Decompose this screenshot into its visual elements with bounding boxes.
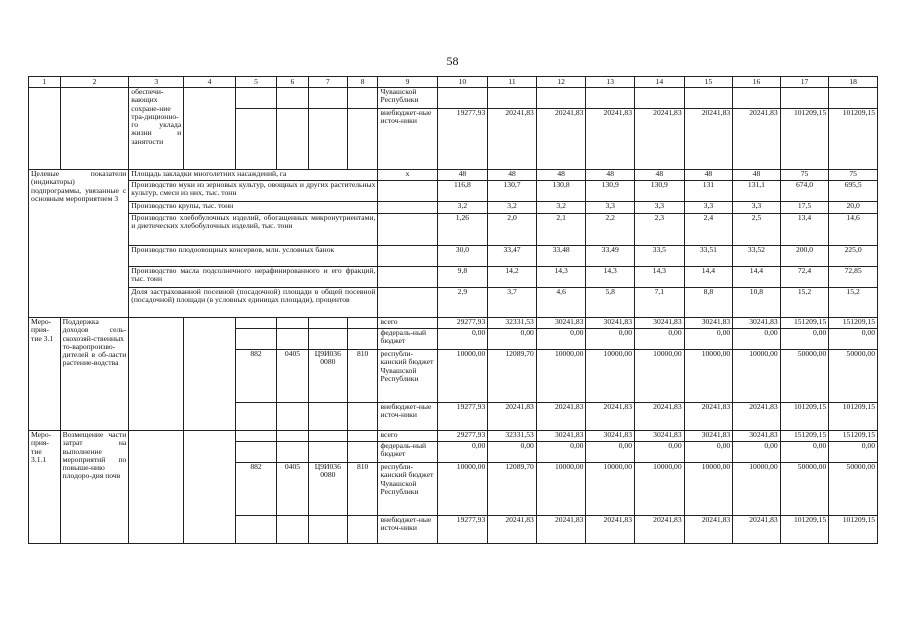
- budget-code: [235, 403, 276, 431]
- value-cell: 48: [536, 170, 586, 181]
- budget-code: Ц9И036 0080: [308, 463, 347, 516]
- budget-code: [235, 329, 276, 350]
- value-cell: 20241,83: [586, 516, 635, 544]
- value-cell: 20241,83: [586, 403, 635, 431]
- budget-code: [308, 431, 347, 442]
- value-cell: 50000,00: [829, 463, 878, 516]
- value-cell: 33,47: [488, 246, 537, 267]
- value-cell: 30241,83: [684, 318, 733, 329]
- measure-number: Меро-прия-тие 3.1.1: [29, 431, 61, 544]
- table-row: [29, 318, 878, 329]
- value-cell: 0,00: [635, 442, 685, 463]
- value-cell: 3,2: [437, 202, 488, 214]
- budget-code: [277, 516, 309, 544]
- budget-code: 0405: [277, 350, 309, 403]
- column-number: 6: [277, 77, 309, 88]
- value-cell: 3,3: [684, 202, 733, 214]
- indicators-label: Целевые показатели (индикаторы) подпрограммы, увязанные с основным мероприятием 3: [29, 170, 129, 318]
- indicator-name: Производство масла подсолнечного нерафинированного и его фракций, тыс. тонн: [129, 267, 378, 288]
- empty-cell: [129, 318, 184, 431]
- empty-cell: [347, 109, 378, 170]
- empty-cell: [235, 88, 276, 109]
- column-number: 4: [184, 77, 236, 88]
- budget-code: [347, 516, 378, 544]
- value-cell: 101209,15: [829, 109, 878, 170]
- value-cell: 20241,83: [684, 403, 733, 431]
- value-cell: 72,4: [780, 267, 829, 288]
- value-cell: 101209,15: [780, 516, 829, 544]
- value-cell: 10000,00: [536, 350, 586, 403]
- column-number: 11: [488, 77, 537, 88]
- value-cell: 4,6: [536, 288, 586, 318]
- value-cell: 0,00: [437, 329, 488, 350]
- value-cell: 2,9: [437, 288, 488, 318]
- value-cell: 48: [684, 170, 733, 181]
- value-cell: 151209,15: [780, 318, 829, 329]
- value-cell: 10000,00: [635, 350, 685, 403]
- indicator-name: Доля застрахованной посевной (посадочной) площади в общей посевной (посадочной) площади (в условных единицах площади), процентов: [129, 288, 378, 318]
- budget-code: [277, 329, 309, 350]
- budget-code: [347, 442, 378, 463]
- funding-source: внебюджет-ные источ-ники: [378, 516, 437, 544]
- empty-cell: [277, 109, 309, 170]
- value-cell: 3,7: [488, 288, 537, 318]
- column-number: 3: [129, 77, 184, 88]
- measure-number: Меро-прия-тие 3.1: [29, 318, 61, 431]
- budget-code: [347, 318, 378, 329]
- value-cell: 30241,83: [733, 318, 781, 329]
- budget-code: [308, 516, 347, 544]
- value-cell: 3,3: [635, 202, 685, 214]
- value-cell: 1,26: [437, 214, 488, 246]
- indicator-row: [29, 267, 878, 288]
- value-cell: 3,3: [733, 202, 781, 214]
- value-cell: 19277,93: [437, 109, 488, 170]
- funding-source: внебюджет-ные источ-ники: [378, 403, 437, 431]
- value-cell: 116,8: [437, 181, 488, 202]
- column-number: 15: [684, 77, 733, 88]
- value-cell: 0,00: [684, 329, 733, 350]
- value-cell: 131: [684, 181, 733, 202]
- value-cell: 50000,00: [780, 463, 829, 516]
- budget-code: [277, 431, 309, 442]
- value-cell: 151209,15: [780, 431, 829, 442]
- value-cell: 14,3: [536, 267, 586, 288]
- indicator-unit-marker: [378, 267, 437, 288]
- value-cell: 30241,83: [586, 431, 635, 442]
- value-cell: 19277,93: [437, 403, 488, 431]
- table-row: [29, 88, 878, 109]
- value-cell: 20241,83: [733, 516, 781, 544]
- budget-code: [277, 442, 309, 463]
- value-cell: 20241,83: [684, 516, 733, 544]
- budget-code: [308, 442, 347, 463]
- value-cell: 14,3: [635, 267, 685, 288]
- value-cell: 30241,83: [733, 431, 781, 442]
- value-cell: 0,00: [780, 329, 829, 350]
- value-cell: [780, 88, 829, 109]
- value-cell: 10000,00: [684, 463, 733, 516]
- value-cell: 12089,70: [488, 350, 537, 403]
- value-cell: 3,2: [536, 202, 586, 214]
- column-number: 2: [60, 77, 129, 88]
- value-cell: 0,00: [829, 442, 878, 463]
- funding-source: республи-канский бюджет Чувашской Республики: [378, 463, 437, 516]
- value-cell: 695,5: [829, 181, 878, 202]
- value-cell: 19277,93: [437, 516, 488, 544]
- value-cell: 5,8: [586, 288, 635, 318]
- budget-code: [308, 329, 347, 350]
- table-row: [29, 431, 878, 442]
- value-cell: 15,2: [829, 288, 878, 318]
- indicator-name: Площадь закладки многолетних насаждений, га: [129, 170, 378, 181]
- value-cell: 33,48: [536, 246, 586, 267]
- value-cell: 14,6: [829, 214, 878, 246]
- value-cell: 130,7: [488, 181, 537, 202]
- budget-code: 810: [347, 463, 378, 516]
- budget-code: 810: [347, 350, 378, 403]
- value-cell: 0,00: [780, 442, 829, 463]
- value-cell: [684, 88, 733, 109]
- empty-cell: [184, 318, 236, 431]
- budget-code: [235, 431, 276, 442]
- value-cell: 30241,83: [635, 431, 685, 442]
- value-cell: 30,0: [437, 246, 488, 267]
- value-cell: 0,00: [488, 329, 537, 350]
- value-cell: 75: [829, 170, 878, 181]
- value-cell: 225,0: [829, 246, 878, 267]
- value-cell: 48: [733, 170, 781, 181]
- value-cell: 48: [488, 170, 537, 181]
- value-cell: 20241,83: [536, 109, 586, 170]
- column-number: 18: [829, 77, 878, 88]
- value-cell: 14,3: [586, 267, 635, 288]
- column-number: 10: [437, 77, 488, 88]
- value-cell: 10000,00: [733, 350, 781, 403]
- budget-code: [308, 403, 347, 431]
- budget-code: [235, 442, 276, 463]
- value-cell: 15,2: [780, 288, 829, 318]
- funding-source: внебюджет-ные источ-ники: [378, 109, 437, 170]
- funding-source: всего: [378, 431, 437, 442]
- funding-source: Чувашской Республики: [378, 88, 437, 109]
- measure-description: обеспечи-вающих сохране-ние тра-диционно-го уклада жизни и занятости: [129, 88, 184, 170]
- budget-code: [235, 318, 276, 329]
- budget-code: [235, 516, 276, 544]
- value-cell: 2,5: [733, 214, 781, 246]
- value-cell: 30241,83: [536, 431, 586, 442]
- value-cell: 75: [780, 170, 829, 181]
- budget-code: [308, 318, 347, 329]
- value-cell: 101209,15: [829, 403, 878, 431]
- value-cell: 0,00: [829, 329, 878, 350]
- budget-code: 0405: [277, 463, 309, 516]
- indicator-row: [29, 214, 878, 246]
- value-cell: 3,3: [586, 202, 635, 214]
- indicator-unit-marker: [378, 214, 437, 246]
- value-cell: 20241,83: [733, 403, 781, 431]
- column-number: 16: [733, 77, 781, 88]
- header-row: [29, 77, 878, 88]
- value-cell: 130,9: [586, 181, 635, 202]
- value-cell: 130,8: [536, 181, 586, 202]
- value-cell: 0,00: [437, 442, 488, 463]
- funding-source: федераль-ный бюджет: [378, 442, 437, 463]
- indicator-unit-marker: [378, 181, 437, 202]
- value-cell: 12089,70: [488, 463, 537, 516]
- value-cell: 151209,15: [829, 318, 878, 329]
- value-cell: 3,2: [488, 202, 537, 214]
- value-cell: 2,0: [488, 214, 537, 246]
- value-cell: 29277,93: [437, 431, 488, 442]
- empty-cell: [184, 88, 236, 170]
- value-cell: 48: [635, 170, 685, 181]
- value-cell: 29277,93: [437, 318, 488, 329]
- indicator-unit-marker: х: [378, 170, 437, 181]
- budget-code: [347, 431, 378, 442]
- value-cell: 20241,83: [684, 109, 733, 170]
- value-cell: 20241,83: [586, 109, 635, 170]
- value-cell: 20241,83: [488, 109, 537, 170]
- value-cell: 10000,00: [536, 463, 586, 516]
- value-cell: 8,8: [684, 288, 733, 318]
- indicator-row: [29, 181, 878, 202]
- column-number: 9: [378, 77, 437, 88]
- value-cell: 32331,53: [488, 431, 537, 442]
- value-cell: 101209,15: [780, 403, 829, 431]
- value-cell: 30241,83: [536, 318, 586, 329]
- value-cell: 101209,15: [780, 109, 829, 170]
- indicator-unit-marker: [378, 202, 437, 214]
- value-cell: 20241,83: [536, 516, 586, 544]
- value-cell: 101209,15: [829, 516, 878, 544]
- value-cell: 200,0: [780, 246, 829, 267]
- empty-cell: [29, 88, 61, 170]
- indicator-name: Производство плодоовощных консервов, млн. условных банок: [129, 246, 378, 267]
- value-cell: 33,49: [586, 246, 635, 267]
- value-cell: 0,00: [635, 329, 685, 350]
- value-cell: 33,5: [635, 246, 685, 267]
- page-number: 58: [446, 54, 459, 68]
- empty-cell: [308, 109, 347, 170]
- column-number: 5: [235, 77, 276, 88]
- value-cell: 50000,00: [829, 350, 878, 403]
- program-table: [28, 76, 878, 544]
- value-cell: 20241,83: [488, 403, 537, 431]
- value-cell: 2,4: [684, 214, 733, 246]
- indicator-name: Производство муки из зерновых культур, овощных и других растительных культур, смеси из них, тыс. тонн: [129, 181, 378, 202]
- value-cell: 20,0: [829, 202, 878, 214]
- value-cell: 2,3: [635, 214, 685, 246]
- budget-code: [277, 318, 309, 329]
- column-number: 13: [586, 77, 635, 88]
- empty-cell: [60, 88, 129, 170]
- value-cell: 0,00: [488, 442, 537, 463]
- column-number: 17: [780, 77, 829, 88]
- value-cell: 30241,83: [586, 318, 635, 329]
- funding-source: республи-канский бюджет Чувашской Республики: [378, 350, 437, 403]
- value-cell: 33,52: [733, 246, 781, 267]
- value-cell: 0,00: [733, 329, 781, 350]
- value-cell: 20241,83: [635, 516, 685, 544]
- value-cell: 33,51: [684, 246, 733, 267]
- value-cell: 10000,00: [684, 350, 733, 403]
- budget-code: 882: [235, 463, 276, 516]
- value-cell: 10000,00: [437, 350, 488, 403]
- value-cell: 131,1: [733, 181, 781, 202]
- value-cell: 48: [586, 170, 635, 181]
- budget-code: 882: [235, 350, 276, 403]
- budget-code: [347, 403, 378, 431]
- value-cell: 30241,83: [635, 318, 685, 329]
- value-cell: 0,00: [536, 329, 586, 350]
- indicator-row: [29, 246, 878, 267]
- empty-cell: [308, 88, 347, 109]
- indicator-unit-marker: [378, 246, 437, 267]
- value-cell: 17,5: [780, 202, 829, 214]
- value-cell: [733, 88, 781, 109]
- value-cell: 0,00: [684, 442, 733, 463]
- indicator-row: [29, 202, 878, 214]
- value-cell: 10000,00: [586, 350, 635, 403]
- value-cell: 130,9: [635, 181, 685, 202]
- column-number: 12: [536, 77, 586, 88]
- budget-code: Ц9И036 0080: [308, 350, 347, 403]
- value-cell: 20241,83: [488, 516, 537, 544]
- value-cell: 9,8: [437, 267, 488, 288]
- indicator-name: Производство хлебобулочных изделий, обогащенных микронутриентами, и диетических хлебобулочных изделий, тыс. тонн: [129, 214, 378, 246]
- funding-source: федераль-ный бюджет: [378, 329, 437, 350]
- value-cell: 0,00: [733, 442, 781, 463]
- value-cell: 20241,83: [733, 109, 781, 170]
- value-cell: 10,8: [733, 288, 781, 318]
- empty-cell: [277, 88, 309, 109]
- value-cell: 20241,83: [536, 403, 586, 431]
- value-cell: 7,1: [635, 288, 685, 318]
- funding-source: всего: [378, 318, 437, 329]
- value-cell: 2,1: [536, 214, 586, 246]
- value-cell: 14,2: [488, 267, 537, 288]
- column-number: 7: [308, 77, 347, 88]
- value-cell: [437, 88, 488, 109]
- value-cell: [586, 88, 635, 109]
- value-cell: 32331,53: [488, 318, 537, 329]
- column-number: 14: [635, 77, 685, 88]
- empty-cell: [347, 88, 378, 109]
- value-cell: [635, 88, 685, 109]
- value-cell: 48: [437, 170, 488, 181]
- value-cell: 10000,00: [437, 463, 488, 516]
- empty-cell: [235, 109, 276, 170]
- value-cell: 30241,83: [684, 431, 733, 442]
- value-cell: [829, 88, 878, 109]
- value-cell: 0,00: [586, 442, 635, 463]
- column-number: 1: [29, 77, 61, 88]
- value-cell: 13,4: [780, 214, 829, 246]
- empty-cell: [184, 431, 236, 544]
- measure-description: Поддержка доходов сель-скохозяй-ственных то-варопроизво-дителей в об-ласти растение-водства: [60, 318, 129, 431]
- value-cell: 10000,00: [635, 463, 685, 516]
- value-cell: [536, 88, 586, 109]
- value-cell: 2,2: [586, 214, 635, 246]
- measure-description: Возмещение части затрат на выполнение мероприятий по повыше-нию плодоро-дия почв: [60, 431, 129, 544]
- empty-cell: [129, 431, 184, 544]
- indicator-row: [29, 170, 878, 181]
- value-cell: 72,85: [829, 267, 878, 288]
- value-cell: 14,4: [684, 267, 733, 288]
- value-cell: 0,00: [586, 329, 635, 350]
- value-cell: 20241,83: [635, 403, 685, 431]
- indicator-name: Производство крупы, тыс. тонн: [129, 202, 378, 214]
- value-cell: 0,00: [536, 442, 586, 463]
- column-number: 8: [347, 77, 378, 88]
- budget-code: [347, 329, 378, 350]
- value-cell: 10000,00: [733, 463, 781, 516]
- indicator-unit-marker: [378, 288, 437, 318]
- value-cell: 20241,83: [635, 109, 685, 170]
- value-cell: 14,4: [733, 267, 781, 288]
- indicator-row: [29, 288, 878, 318]
- value-cell: 50000,00: [780, 350, 829, 403]
- value-cell: [488, 88, 537, 109]
- budget-code: [277, 403, 309, 431]
- value-cell: 674,0: [780, 181, 829, 202]
- value-cell: 10000,00: [586, 463, 635, 516]
- value-cell: 151209,15: [829, 431, 878, 442]
